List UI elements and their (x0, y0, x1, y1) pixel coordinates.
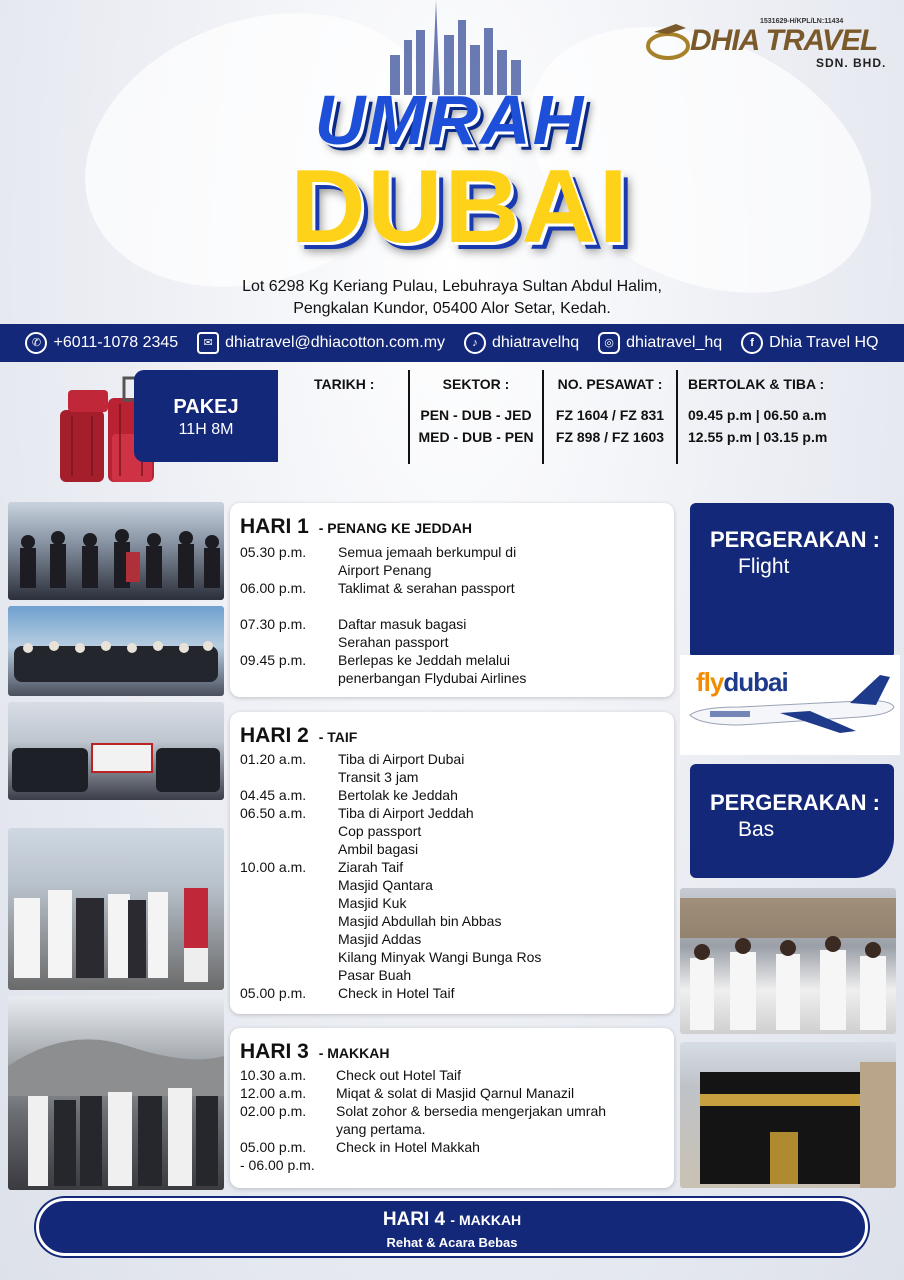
contact-facebook[interactable] (741, 332, 878, 354)
email-icon: ✉ (197, 332, 219, 354)
day2-rows (240, 750, 664, 1002)
schedule-desc: Check out Hotel Taif (336, 1067, 462, 1083)
schedule-row (240, 561, 664, 579)
schedule-desc: penerbangan Flydubai Airlines (338, 670, 527, 686)
schedule-desc: Bertolak ke Jeddah (338, 787, 458, 803)
crowd-graphic (8, 502, 224, 600)
bertolak-value: 09.45 p.m | 06.50 a.m (688, 407, 827, 423)
photo-kaabah (680, 1042, 896, 1188)
day4-title: HARI 4 (382, 1209, 446, 1230)
address (180, 276, 724, 320)
day1-rows (240, 543, 664, 687)
schedule-desc: Masjid Qantara (338, 877, 433, 893)
day2-card (230, 712, 674, 1014)
instagram-text: dhiatravel_hq (626, 334, 723, 351)
group-photo-airport-1 (8, 502, 224, 600)
movement-bus-box (690, 764, 894, 878)
schedule-desc: Tiba di Airport Dubai (338, 751, 465, 767)
day1-sub: - PENANG KE JEDDAH (318, 520, 472, 536)
schedule-desc: Ziarah Taif (338, 859, 404, 875)
day3-rows (240, 1066, 664, 1174)
brand-sub: SDN. BHD. (816, 56, 887, 70)
group-photo-masjid-1 (8, 702, 224, 800)
movement-flight-box (690, 503, 894, 659)
pesawat-value: FZ 1604 / FZ 831 (555, 407, 665, 423)
schedule-desc: Check in Hotel Taif (338, 985, 455, 1001)
schedule-desc: Masjid Addas (338, 931, 422, 947)
group-photo-taif (8, 828, 224, 990)
flydubai-dubai: dubai (723, 667, 788, 697)
crowd-graphic (8, 606, 224, 696)
schedule-desc: Check in Hotel Makkah (336, 1139, 480, 1155)
schedule-desc: Daftar masuk bagasi (338, 616, 467, 632)
schedule-time (240, 912, 338, 930)
schedule-desc: Berlepas ke Jeddah melalui (338, 652, 510, 668)
schedule-row (240, 858, 664, 876)
email-text: dhiatravel@dhiacotton.com.my (225, 334, 446, 351)
schedule-row (240, 840, 664, 858)
schedule-time (240, 561, 338, 579)
schedule-row (240, 930, 664, 948)
schedule-desc: Tiba di Airport Jeddah (338, 805, 474, 821)
bertolak-label: BERTOLAK & TIBA : (688, 376, 825, 392)
schedule-desc: Solat zohor & bersedia mengerjakan umrah (336, 1103, 607, 1119)
title-dubai: DUBAI (290, 149, 630, 265)
schedule-time: 02.00 p.m. (240, 1103, 307, 1119)
movement-label: PERGERAKAN : (710, 527, 880, 552)
day2-title: HARI 2 (240, 724, 309, 747)
day1-card (230, 503, 674, 697)
phone-icon: ✆ (25, 332, 47, 354)
schedule-time: 09.45 p.m. (240, 652, 307, 668)
schedule-row (240, 651, 664, 669)
package-box (134, 370, 278, 462)
tiktok-icon: ♪ (464, 332, 486, 354)
schedule-desc (336, 1156, 664, 1174)
schedule-desc: Masjid Kuk (338, 895, 407, 911)
day3-sub: - MAKKAH (318, 1045, 390, 1061)
schedule-time: 06.50 a.m. (240, 805, 307, 821)
tiktok-text: dhiatravelhq (491, 334, 580, 351)
schedule-time: 12.00 a.m. (240, 1085, 307, 1101)
schedule-desc: Transit 3 jam (338, 769, 419, 785)
schedule-row (240, 876, 664, 894)
movement-value: Bas (738, 818, 775, 841)
schedule-time: 06.00 p.m. (240, 580, 307, 596)
contact-email[interactable] (197, 332, 445, 354)
day3-heading (240, 1040, 664, 1064)
day3-card (230, 1028, 674, 1188)
day1-heading (240, 515, 664, 539)
schedule-desc: Serahan passport (338, 634, 449, 650)
package-info-table (278, 370, 848, 464)
schedule-desc: yang pertama. (336, 1121, 426, 1137)
schedule-row (240, 1138, 664, 1156)
pesawat-label: NO. PESAWAT : (557, 376, 663, 392)
schedule-desc: Pasar Buah (338, 967, 412, 983)
contact-phone[interactable] (25, 332, 178, 354)
package-duration: 11H 8M (178, 421, 234, 438)
kaabah-graphic (680, 1042, 896, 1188)
phone-text: +6011-1078 2345 (53, 334, 179, 351)
facebook-icon: f (741, 332, 763, 354)
schedule-time (240, 633, 338, 651)
package-title: PAKEJ (173, 396, 239, 418)
schedule-row (240, 1084, 664, 1102)
crowd-graphic (8, 702, 224, 800)
photo-masjidil-haram (680, 888, 896, 1034)
instagram-icon: ◎ (598, 332, 620, 354)
group-photo-miqat (8, 996, 224, 1190)
schedule-time (240, 840, 338, 858)
crowd-graphic (680, 888, 896, 1034)
schedule-desc: Kilang Minyak Wangi Bunga Ros (338, 949, 542, 965)
schedule-time (240, 876, 338, 894)
schedule-time (240, 1120, 336, 1138)
schedule-desc: Airport Penang (338, 562, 432, 578)
day2-sub: - TAIF (318, 729, 358, 745)
schedule-time: 04.45 a.m. (240, 787, 307, 803)
schedule-time (240, 822, 338, 840)
crowd-graphic (8, 996, 224, 1190)
airplane-icon (680, 655, 900, 755)
day1-title: HARI 1 (240, 515, 309, 538)
license-number: 1531629-H/KPL/LN:11434 (760, 18, 844, 25)
schedule-time: 05.30 p.m. (240, 544, 307, 560)
address-line-2: Pengkalan Kundor, 05400 Alor Setar, Kedah. (293, 300, 611, 317)
schedule-time (240, 930, 338, 948)
flydubai-fly: fly (696, 667, 724, 697)
schedule-row (240, 822, 664, 840)
address-line-1: Lot 6298 Kg Keriang Pulau, Lebuhraya Sultan Abdul Halim, (242, 278, 662, 295)
schedule-time (240, 669, 338, 687)
pesawat-value: FZ 898 / FZ 1603 (555, 429, 665, 445)
crowd-graphic (8, 828, 224, 990)
tarikh-label: TARIKH : (314, 376, 375, 392)
schedule-row (240, 894, 664, 912)
title-umrah: UMRAH (314, 81, 586, 159)
schedule-row (240, 615, 664, 633)
schedule-time (240, 948, 338, 966)
col-sektor (410, 370, 544, 464)
schedule-desc: Ambil bagasi (338, 841, 419, 857)
facebook-text: Dhia Travel HQ (769, 334, 879, 351)
col-tarikh (278, 370, 410, 464)
contact-bar (0, 324, 904, 362)
day4-sub: - MAKKAH (450, 1212, 522, 1228)
schedule-row (240, 1156, 664, 1174)
schedule-row (240, 912, 664, 930)
schedule-row (240, 1066, 664, 1084)
schedule-time: 05.00 p.m. (240, 985, 307, 1001)
schedule-desc: Semua jemaah berkumpul di (338, 544, 517, 560)
col-bertolak (678, 370, 848, 464)
schedule-time: 10.30 a.m. (240, 1067, 307, 1083)
schedule-row (240, 768, 664, 786)
col-pesawat (544, 370, 678, 464)
schedule-row (240, 669, 664, 687)
schedule-time: - 06.00 p.m. (240, 1157, 315, 1173)
schedule-time: 10.00 a.m. (240, 859, 307, 875)
day4-desc: Rehat & Acara Bebas (386, 1235, 518, 1250)
schedule-row (240, 750, 664, 768)
schedule-time: 05.00 p.m. (240, 1139, 307, 1155)
bertolak-value: 12.55 p.m | 03.15 p.m (688, 429, 828, 445)
schedule-desc: Taklimat & serahan passport (338, 580, 515, 596)
sektor-value: PEN - DUB - JED (420, 407, 532, 423)
schedule-time: 07.30 p.m. (240, 616, 307, 632)
logo-swoosh-icon (646, 20, 692, 66)
schedule-time (240, 894, 338, 912)
schedule-time (240, 768, 338, 786)
sektor-label: SEKTOR : (442, 376, 510, 392)
schedule-row (240, 579, 664, 597)
schedule-row (240, 966, 664, 984)
contact-tiktok[interactable] (464, 332, 579, 354)
schedule-desc: Miqat & solat di Masjid Qarnul Manazil (336, 1085, 575, 1101)
day4-heading (39, 1209, 865, 1231)
schedule-desc: Masjid Abdullah bin Abbas (338, 913, 502, 929)
contact-instagram[interactable] (598, 332, 722, 354)
schedule-row (240, 948, 664, 966)
schedule-desc: Cop passport (338, 823, 422, 839)
brand-name: DHIA TRAVEL (690, 24, 878, 57)
schedule-row (240, 1120, 664, 1138)
day4-banner (36, 1198, 868, 1256)
schedule-row (240, 543, 664, 561)
day3-title: HARI 3 (240, 1040, 309, 1063)
schedule-time (240, 966, 338, 984)
schedule-row (240, 786, 664, 804)
schedule-time: 01.20 a.m. (240, 751, 307, 767)
sektor-value: MED - DUB - PEN (418, 429, 534, 445)
movement-label: PERGERAKAN : (710, 790, 880, 815)
movement-value: Flight (738, 555, 790, 578)
day2-heading (240, 724, 664, 748)
schedule-row (240, 984, 664, 1002)
flydubai-logo-box (680, 655, 900, 755)
schedule-row (240, 633, 664, 651)
schedule-row (240, 1102, 664, 1120)
group-photo-airport-2 (8, 606, 224, 696)
dhia-travel-logo (646, 14, 896, 74)
schedule-row (240, 804, 664, 822)
